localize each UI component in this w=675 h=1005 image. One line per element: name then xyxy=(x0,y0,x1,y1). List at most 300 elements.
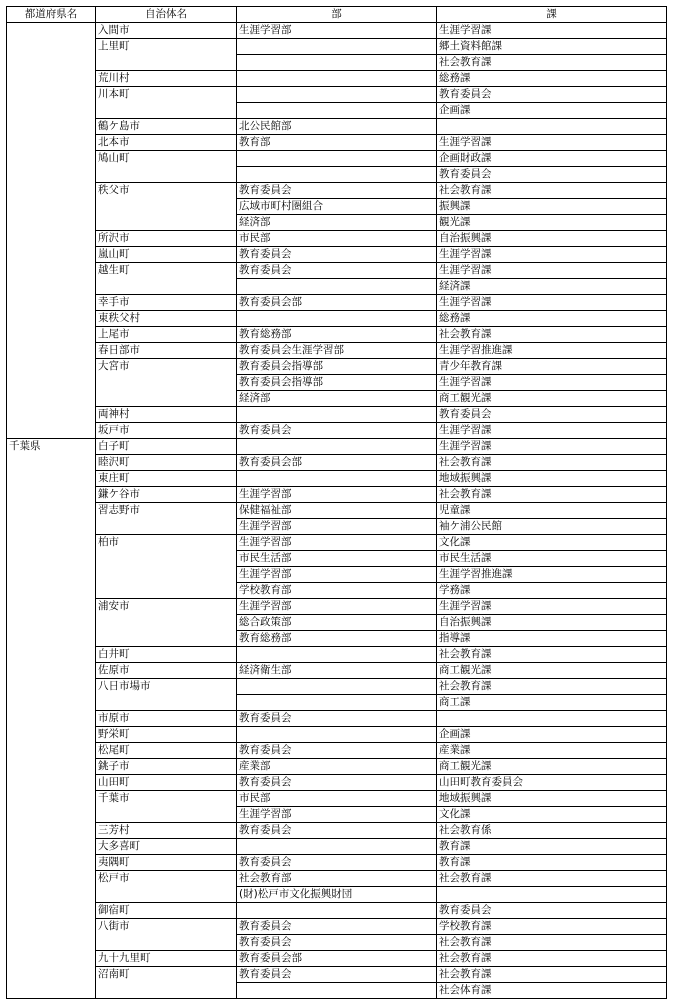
cell-section: 教育委員会 xyxy=(437,167,667,183)
cell-prefecture xyxy=(7,311,96,327)
table-row xyxy=(7,39,667,55)
cell-municipality: 八日市場市 xyxy=(96,679,237,695)
table-row xyxy=(7,391,667,407)
table-row xyxy=(7,215,667,231)
header-prefecture: 都道府県名 xyxy=(7,7,96,23)
cell-municipality xyxy=(96,167,237,183)
table-row xyxy=(7,951,667,967)
cell-section: 商工観光課 xyxy=(437,759,667,775)
table-row xyxy=(7,583,667,599)
cell-section: 社会教育課 xyxy=(437,455,667,471)
cell-prefecture xyxy=(7,791,96,807)
table-row xyxy=(7,87,667,103)
cell-prefecture xyxy=(7,919,96,935)
cell-section: 袖ケ浦公民館 xyxy=(437,519,667,535)
cell-prefecture xyxy=(7,887,96,903)
cell-section: 企画財政課 xyxy=(437,151,667,167)
cell-section: 教育課 xyxy=(437,855,667,871)
cell-department: 教育総務部 xyxy=(237,327,437,343)
cell-section: 観光課 xyxy=(437,215,667,231)
cell-section: 地域振興課 xyxy=(437,791,667,807)
cell-prefecture xyxy=(7,551,96,567)
cell-section: 生涯学習課 xyxy=(437,247,667,263)
cell-department: 保健福祉部 xyxy=(237,503,437,519)
cell-section xyxy=(437,119,667,135)
cell-municipality: 鳩山町 xyxy=(96,151,237,167)
table-row xyxy=(7,455,667,471)
cell-prefecture xyxy=(7,135,96,151)
cell-section: 文化課 xyxy=(437,807,667,823)
cell-section: 社会教育課 xyxy=(437,951,667,967)
table-row xyxy=(7,471,667,487)
cell-department: 教育委員会 xyxy=(237,855,437,871)
cell-section: 指導課 xyxy=(437,631,667,647)
cell-prefecture xyxy=(7,87,96,103)
cell-municipality: 夷隅町 xyxy=(96,855,237,871)
cell-municipality: 野栄町 xyxy=(96,727,237,743)
cell-prefecture xyxy=(7,903,96,919)
table-row xyxy=(7,231,667,247)
cell-section: 社会教育課 xyxy=(437,967,667,983)
cell-prefecture xyxy=(7,615,96,631)
cell-prefecture xyxy=(7,775,96,791)
cell-section: 生涯学習課 xyxy=(437,23,667,39)
cell-section: 児童課 xyxy=(437,503,667,519)
cell-department: 産業部 xyxy=(237,759,437,775)
cell-municipality xyxy=(96,103,237,119)
cell-section: 社会教育課 xyxy=(437,55,667,71)
cell-prefecture xyxy=(7,71,96,87)
cell-municipality: 銚子市 xyxy=(96,759,237,775)
cell-department: 教育委員会 xyxy=(237,823,437,839)
cell-municipality xyxy=(96,55,237,71)
cell-municipality xyxy=(96,391,237,407)
cell-municipality: 東庄町 xyxy=(96,471,237,487)
cell-department xyxy=(237,439,437,455)
cell-department: 市民生活部 xyxy=(237,551,437,567)
cell-prefecture xyxy=(7,679,96,695)
cell-department xyxy=(237,39,437,55)
cell-municipality: 東秩父村 xyxy=(96,311,237,327)
table-row xyxy=(7,119,667,135)
cell-section: 社会教育係 xyxy=(437,823,667,839)
cell-prefecture xyxy=(7,183,96,199)
table-row xyxy=(7,935,667,951)
cell-prefecture xyxy=(7,247,96,263)
cell-section: 教育委員会 xyxy=(437,903,667,919)
cell-municipality: 上里町 xyxy=(96,39,237,55)
cell-municipality: 八街市 xyxy=(96,919,237,935)
cell-department xyxy=(237,903,437,919)
cell-section: 社会教育課 xyxy=(437,647,667,663)
cell-prefecture xyxy=(7,103,96,119)
cell-prefecture xyxy=(7,343,96,359)
cell-section: 市民生活課 xyxy=(437,551,667,567)
table-row xyxy=(7,327,667,343)
cell-department: 教育委員会 xyxy=(237,919,437,935)
cell-department: 教育委員会 xyxy=(237,183,437,199)
cell-prefecture xyxy=(7,455,96,471)
cell-department: 教育部 xyxy=(237,135,437,151)
cell-prefecture xyxy=(7,583,96,599)
cell-section xyxy=(437,887,667,903)
cell-municipality: 習志野市 xyxy=(96,503,237,519)
cell-municipality: 御宿町 xyxy=(96,903,237,919)
cell-municipality: 睦沢町 xyxy=(96,455,237,471)
table-row xyxy=(7,551,667,567)
table-row xyxy=(7,135,667,151)
cell-municipality: 春日部市 xyxy=(96,343,237,359)
cell-municipality: 大宮市 xyxy=(96,359,237,375)
cell-prefecture xyxy=(7,391,96,407)
cell-municipality: 秩父市 xyxy=(96,183,237,199)
cell-municipality: 嵐山町 xyxy=(96,247,237,263)
cell-department: 市民部 xyxy=(237,231,437,247)
cell-department: 教育委員会部 xyxy=(237,295,437,311)
cell-department: 社会教育部 xyxy=(237,871,437,887)
header-row xyxy=(7,7,667,23)
cell-municipality: 九十九里町 xyxy=(96,951,237,967)
cell-municipality: 浦安市 xyxy=(96,599,237,615)
cell-department: 北公民館部 xyxy=(237,119,437,135)
cell-department: 教育委員会 xyxy=(237,743,437,759)
table-row xyxy=(7,663,667,679)
cell-prefecture xyxy=(7,567,96,583)
cell-section: 社会教育課 xyxy=(437,679,667,695)
cell-section: 生涯学習課 xyxy=(437,263,667,279)
table-row xyxy=(7,71,667,87)
cell-municipality: 上尾市 xyxy=(96,327,237,343)
cell-municipality: 柏市 xyxy=(96,535,237,551)
cell-municipality: 両神村 xyxy=(96,407,237,423)
cell-municipality xyxy=(96,551,237,567)
table-row xyxy=(7,791,667,807)
cell-municipality: 松尾町 xyxy=(96,743,237,759)
table-row xyxy=(7,407,667,423)
cell-section: 商工課 xyxy=(437,695,667,711)
cell-prefecture xyxy=(7,151,96,167)
cell-section: 振興課 xyxy=(437,199,667,215)
cell-section: 地域振興課 xyxy=(437,471,667,487)
cell-section: 企画課 xyxy=(437,103,667,119)
table-row xyxy=(7,647,667,663)
cell-department xyxy=(237,71,437,87)
cell-section: 総務課 xyxy=(437,71,667,87)
cell-prefecture xyxy=(7,167,96,183)
cell-department: 教育委員会 xyxy=(237,935,437,951)
cell-department: 教育委員会 xyxy=(237,775,437,791)
table-row xyxy=(7,535,667,551)
cell-department: 教育委員会 xyxy=(237,711,437,727)
cell-prefecture xyxy=(7,743,96,759)
cell-prefecture xyxy=(7,279,96,295)
cell-municipality xyxy=(96,567,237,583)
table-row xyxy=(7,487,667,503)
table-row xyxy=(7,615,667,631)
cell-municipality: 沼南町 xyxy=(96,967,237,983)
cell-municipality xyxy=(96,935,237,951)
table-row xyxy=(7,247,667,263)
cell-prefecture xyxy=(7,663,96,679)
cell-department: 教育委員会 xyxy=(237,247,437,263)
table-row xyxy=(7,823,667,839)
cell-department: 教育委員会 xyxy=(237,423,437,439)
cell-department xyxy=(237,695,437,711)
table-row xyxy=(7,167,667,183)
cell-section: 自治振興課 xyxy=(437,231,667,247)
cell-prefecture xyxy=(7,935,96,951)
table-row xyxy=(7,359,667,375)
cell-department xyxy=(237,647,437,663)
cell-municipality xyxy=(96,279,237,295)
cell-department xyxy=(237,839,437,855)
table-row xyxy=(7,695,667,711)
cell-department xyxy=(237,167,437,183)
cell-municipality: 鎌ケ谷市 xyxy=(96,487,237,503)
cell-section: 社会体育課 xyxy=(437,983,667,999)
cell-department: 生涯学習部 xyxy=(237,23,437,39)
cell-department: 生涯学習部 xyxy=(237,487,437,503)
cell-department: 生涯学習部 xyxy=(237,567,437,583)
cell-municipality: 川本町 xyxy=(96,87,237,103)
table-row xyxy=(7,871,667,887)
cell-prefecture xyxy=(7,375,96,391)
cell-prefecture xyxy=(7,983,96,999)
table-row xyxy=(7,967,667,983)
cell-department xyxy=(237,279,437,295)
cell-municipality: 荒川村 xyxy=(96,71,237,87)
cell-prefecture xyxy=(7,295,96,311)
cell-section: 商工観光課 xyxy=(437,663,667,679)
cell-section: 生涯学習課 xyxy=(437,599,667,615)
table-row xyxy=(7,279,667,295)
cell-municipality: 市原市 xyxy=(96,711,237,727)
cell-section: 生涯学習課 xyxy=(437,135,667,151)
organization-table xyxy=(6,6,667,999)
table-row xyxy=(7,343,667,359)
table-row xyxy=(7,983,667,999)
cell-prefecture xyxy=(7,951,96,967)
table-row xyxy=(7,903,667,919)
cell-prefecture xyxy=(7,727,96,743)
cell-prefecture xyxy=(7,807,96,823)
cell-municipality xyxy=(96,519,237,535)
cell-prefecture xyxy=(7,967,96,983)
cell-section: 青少年教育課 xyxy=(437,359,667,375)
table-row xyxy=(7,743,667,759)
table-row xyxy=(7,679,667,695)
table-row xyxy=(7,311,667,327)
cell-department: (財)松戸市文化振興財団 xyxy=(237,887,437,903)
cell-section: 教育課 xyxy=(437,839,667,855)
table-row xyxy=(7,711,667,727)
cell-municipality xyxy=(96,199,237,215)
cell-municipality xyxy=(96,215,237,231)
cell-prefecture xyxy=(7,647,96,663)
cell-prefecture xyxy=(7,55,96,71)
cell-municipality xyxy=(96,583,237,599)
cell-prefecture xyxy=(7,423,96,439)
cell-department: 総合政策部 xyxy=(237,615,437,631)
cell-section: 生涯学習課 xyxy=(437,439,667,455)
cell-municipality: 坂戸市 xyxy=(96,423,237,439)
cell-prefecture xyxy=(7,823,96,839)
cell-department xyxy=(237,679,437,695)
cell-prefecture xyxy=(7,695,96,711)
cell-section: 生涯学習推進課 xyxy=(437,343,667,359)
cell-section: 山田町教育委員会 xyxy=(437,775,667,791)
table-row xyxy=(7,423,667,439)
cell-municipality xyxy=(96,615,237,631)
cell-department: 市民部 xyxy=(237,791,437,807)
cell-municipality: 北本市 xyxy=(96,135,237,151)
cell-section: 生涯学習課 xyxy=(437,375,667,391)
table-row xyxy=(7,263,667,279)
cell-prefecture xyxy=(7,199,96,215)
table-row xyxy=(7,199,667,215)
table-row xyxy=(7,759,667,775)
cell-section: 郷土資料館課 xyxy=(437,39,667,55)
cell-prefecture xyxy=(7,855,96,871)
cell-municipality xyxy=(96,983,237,999)
cell-section: 産業課 xyxy=(437,743,667,759)
cell-department: 教育委員会部 xyxy=(237,455,437,471)
cell-section: 文化課 xyxy=(437,535,667,551)
cell-municipality: 白子町 xyxy=(96,439,237,455)
cell-municipality: 白井町 xyxy=(96,647,237,663)
cell-prefecture xyxy=(7,631,96,647)
cell-department: 広域市町村圏組合 xyxy=(237,199,437,215)
cell-prefecture xyxy=(7,839,96,855)
cell-department xyxy=(237,87,437,103)
cell-department xyxy=(237,727,437,743)
cell-prefecture xyxy=(7,327,96,343)
cell-section: 社会教育課 xyxy=(437,871,667,887)
cell-department: 生涯学習部 xyxy=(237,535,437,551)
table-row xyxy=(7,183,667,199)
cell-department: 教育委員会 xyxy=(237,263,437,279)
cell-municipality: 入間市 xyxy=(96,23,237,39)
cell-section: 社会教育課 xyxy=(437,935,667,951)
header-department: 部 xyxy=(237,7,437,23)
cell-municipality: 幸手市 xyxy=(96,295,237,311)
cell-department: 教育委員会指導部 xyxy=(237,359,437,375)
cell-municipality: 所沢市 xyxy=(96,231,237,247)
cell-municipality xyxy=(96,375,237,391)
cell-department xyxy=(237,151,437,167)
cell-prefecture xyxy=(7,599,96,615)
cell-municipality: 大多喜町 xyxy=(96,839,237,855)
table-row xyxy=(7,807,667,823)
header-municipality: 自治体名 xyxy=(96,7,237,23)
cell-municipality xyxy=(96,807,237,823)
table-row xyxy=(7,519,667,535)
cell-section: 学校教育課 xyxy=(437,919,667,935)
cell-prefecture xyxy=(7,119,96,135)
table-row xyxy=(7,23,667,39)
cell-department: 経済部 xyxy=(237,391,437,407)
cell-municipality: 佐原市 xyxy=(96,663,237,679)
table-row xyxy=(7,919,667,935)
cell-prefecture xyxy=(7,519,96,535)
cell-section: 社会教育課 xyxy=(437,487,667,503)
cell-department: 教育委員会 xyxy=(237,967,437,983)
cell-municipality xyxy=(96,631,237,647)
cell-prefecture xyxy=(7,407,96,423)
cell-department: 生涯学習部 xyxy=(237,807,437,823)
header-section: 課 xyxy=(437,7,667,23)
table-row xyxy=(7,631,667,647)
cell-prefecture xyxy=(7,535,96,551)
cell-municipality: 鶴ケ島市 xyxy=(96,119,237,135)
cell-department: 経済部 xyxy=(237,215,437,231)
table-row xyxy=(7,775,667,791)
cell-department: 経済衛生部 xyxy=(237,663,437,679)
cell-section: 教育委員会 xyxy=(437,87,667,103)
cell-prefecture xyxy=(7,231,96,247)
cell-prefecture xyxy=(7,263,96,279)
cell-section: 生涯学習課 xyxy=(437,423,667,439)
cell-prefecture xyxy=(7,871,96,887)
cell-municipality: 千葉市 xyxy=(96,791,237,807)
cell-department xyxy=(237,407,437,423)
cell-section: 学務課 xyxy=(437,583,667,599)
cell-department xyxy=(237,983,437,999)
cell-section: 総務課 xyxy=(437,311,667,327)
cell-section: 生涯学習課 xyxy=(437,295,667,311)
cell-prefecture xyxy=(7,503,96,519)
cell-prefecture: 千葉県 xyxy=(7,439,96,455)
cell-municipality: 三芳村 xyxy=(96,823,237,839)
cell-municipality: 松戸市 xyxy=(96,871,237,887)
cell-section: 生涯学習推進課 xyxy=(437,567,667,583)
table-row xyxy=(7,55,667,71)
table-row xyxy=(7,103,667,119)
table-row xyxy=(7,887,667,903)
table-row xyxy=(7,375,667,391)
cell-department xyxy=(237,311,437,327)
cell-department: 教育委員会生涯学習部 xyxy=(237,343,437,359)
table-row xyxy=(7,503,667,519)
cell-section: 企画課 xyxy=(437,727,667,743)
cell-department xyxy=(237,55,437,71)
cell-department: 教育総務部 xyxy=(237,631,437,647)
table-row xyxy=(7,599,667,615)
cell-department: 生涯学習部 xyxy=(237,519,437,535)
cell-municipality xyxy=(96,695,237,711)
cell-prefecture xyxy=(7,215,96,231)
table-row xyxy=(7,839,667,855)
cell-prefecture xyxy=(7,23,96,39)
table-row xyxy=(7,295,667,311)
cell-prefecture xyxy=(7,711,96,727)
cell-prefecture xyxy=(7,759,96,775)
cell-department: 学校教育部 xyxy=(237,583,437,599)
cell-section xyxy=(437,711,667,727)
cell-section: 社会教育課 xyxy=(437,183,667,199)
table-row xyxy=(7,439,667,455)
table-row xyxy=(7,855,667,871)
cell-section: 社会教育課 xyxy=(437,327,667,343)
cell-prefecture xyxy=(7,487,96,503)
cell-department: 生涯学習部 xyxy=(237,599,437,615)
cell-prefecture xyxy=(7,359,96,375)
cell-department: 教育委員会部 xyxy=(237,951,437,967)
cell-municipality xyxy=(96,887,237,903)
cell-department: 教育委員会指導部 xyxy=(237,375,437,391)
cell-prefecture xyxy=(7,471,96,487)
cell-municipality: 山田町 xyxy=(96,775,237,791)
